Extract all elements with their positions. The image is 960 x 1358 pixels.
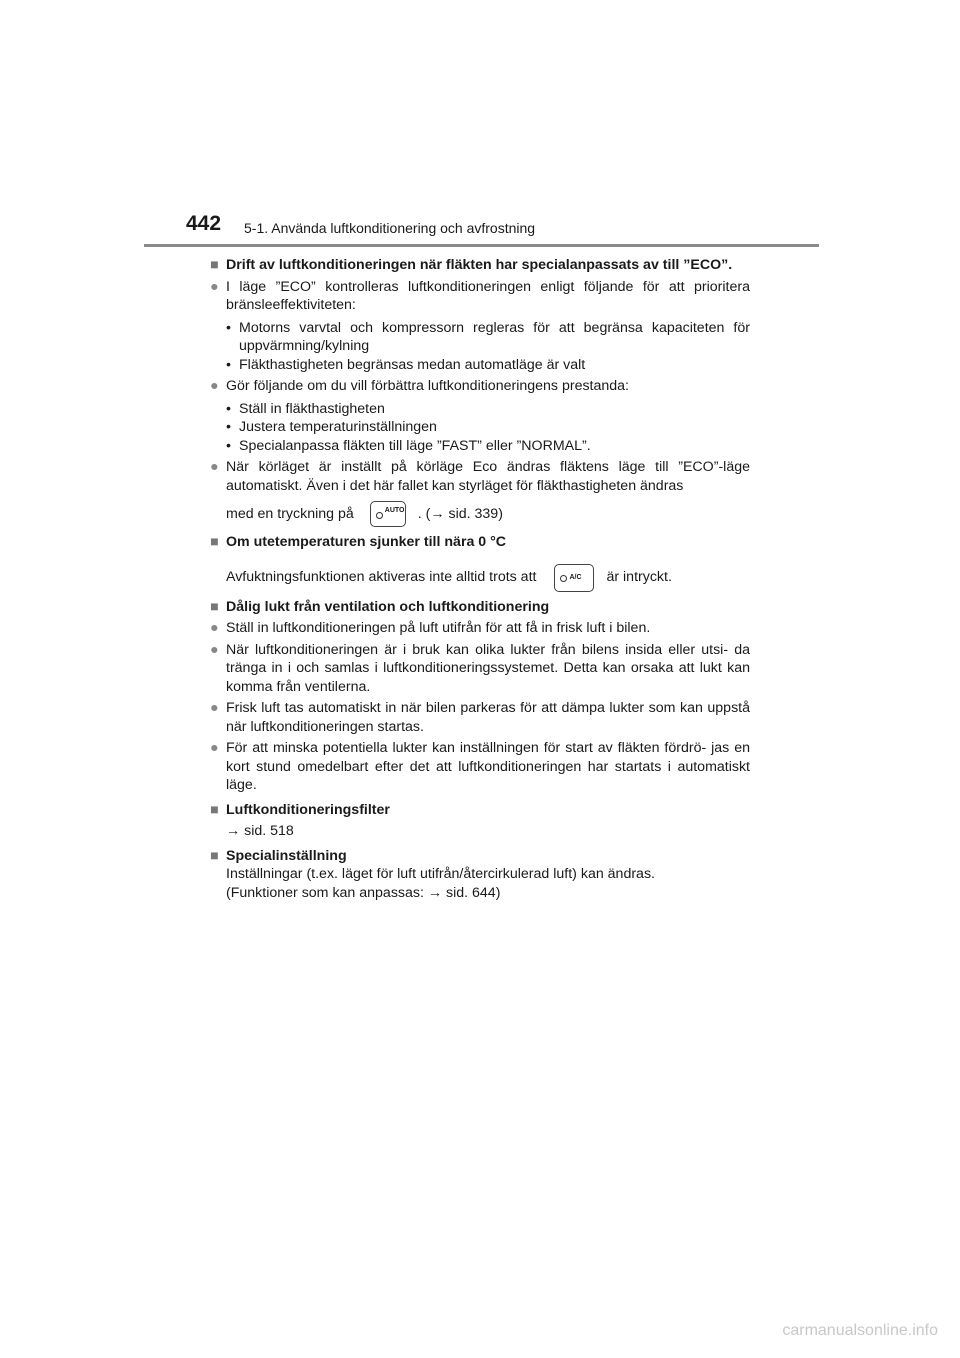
ac-button-icon: A/C (554, 564, 594, 592)
indicator-led-icon (560, 575, 567, 582)
circle-bullet-icon: ● (210, 641, 219, 658)
list-item: ● För att minska potentiella lukter kan inställningen för start av fläkten fördrö- jas en kort stund omedelbart efter det att luftkonditioneringen har startats i automatiskt läge. (210, 740, 750, 793)
section-title: ■ Dålig lukt från ventilation och luftkonditionering (210, 598, 550, 615)
list-item: ● Frisk luft tas automatiskt in när bilen parkeras för att dämpa lukter som kan uppstå när luftkonditioneringen startas. (210, 700, 750, 735)
paragraph-line: (Funktioner som kan anpassas: → sid. 644) (226, 884, 501, 901)
page-content (210, 256, 750, 908)
list-item: ● När luftkonditioneringen är i bruk kan olika lukter från bilens insida eller utsi- da tränga in i och samlas i luftkonditioneringssystemet. Detta kan orsaka att lukt kan komma från ventilerna. (210, 641, 750, 695)
auto-button-icon: AUTO (370, 501, 406, 527)
watermark: carmanualsonline.info (782, 1322, 938, 1339)
section-bad-smell (210, 598, 750, 795)
paragraph-line: Inställningar (t.ex. läget för luft utifrån/återcirkulerad luft) kan ändras. (226, 866, 655, 882)
section-title: ■ Specialinställning (210, 847, 347, 864)
section-title: ■ Drift av luftkonditioneringen när fläkten har specialanpassats av till ”ECO”. (210, 257, 733, 273)
list-item: ● Ställ in luftkonditioneringen på luft utifrån för att få in frisk luft i bilen. (210, 620, 651, 636)
list-item: ● Gör följande om du vill förbättra luftkonditioneringens prestanda: (210, 378, 629, 394)
square-bullet-icon: ■ (210, 534, 219, 550)
page-header (186, 212, 818, 248)
sub-item: • Ställ in fläkthastigheten (226, 400, 385, 417)
header-rule (144, 244, 819, 247)
section-title: ■ Om utetemperaturen sjunker till nära 0 °C (210, 534, 507, 550)
list-item: ● När körläget är inställt på körläge Eco ändras fläktens läge till ”ECO”-läge automatiskt. Även i det här fallet kan styrläget för fläkthastigheten ändras (210, 459, 750, 494)
circle-bullet-icon: ● (210, 740, 219, 756)
sub-item: • Justera temperaturinställningen (226, 419, 437, 435)
sub-item: • Motorns varvtal och kompressorn regleras för att begränsa kapaciteten för uppvärmning/kylning (226, 319, 750, 354)
circle-bullet-icon: ● (210, 378, 219, 394)
auto-button-line: med en tryckning på AUTO . (→ sid. 339) (210, 501, 750, 527)
square-bullet-icon: ■ (210, 801, 219, 818)
page-number: 442 (186, 212, 222, 235)
list-item: ● I läge ”ECO” kontrolleras luftkonditioneringen enligt följande för att prioritera bränsleeffektiviteten: (210, 278, 750, 313)
circle-bullet-icon: ● (210, 620, 219, 636)
square-bullet-icon: ■ (210, 847, 219, 864)
section-filter (210, 801, 750, 841)
page-reference: → sid. 518 (226, 823, 294, 839)
chapter-title: 5-1. Använda luftkonditionering och avfrostning (244, 220, 536, 236)
ac-button-line: Avfuktningsfunktionen aktiveras inte alltid trots att A/C är intryckt. (210, 564, 750, 592)
square-bullet-icon: ■ (210, 257, 219, 273)
section-eco (210, 256, 750, 527)
circle-bullet-icon: ● (210, 278, 219, 295)
section-customization (210, 847, 750, 903)
sub-item: • Specialanpassa fläkten till läge ”FAST” eller ”NORMAL”. (226, 437, 591, 454)
circle-bullet-icon: ● (210, 700, 219, 716)
sub-list (210, 400, 750, 456)
circle-bullet-icon: ● (210, 459, 219, 475)
indicator-led-icon (376, 512, 383, 519)
sub-list (210, 319, 750, 375)
section-outside-temp (210, 533, 750, 592)
sub-item: • Fläkthastigheten begränsas medan automatläge är valt (226, 356, 586, 373)
section-title: ■ Luftkonditioneringsfilter (210, 801, 390, 818)
square-bullet-icon: ■ (210, 598, 219, 615)
